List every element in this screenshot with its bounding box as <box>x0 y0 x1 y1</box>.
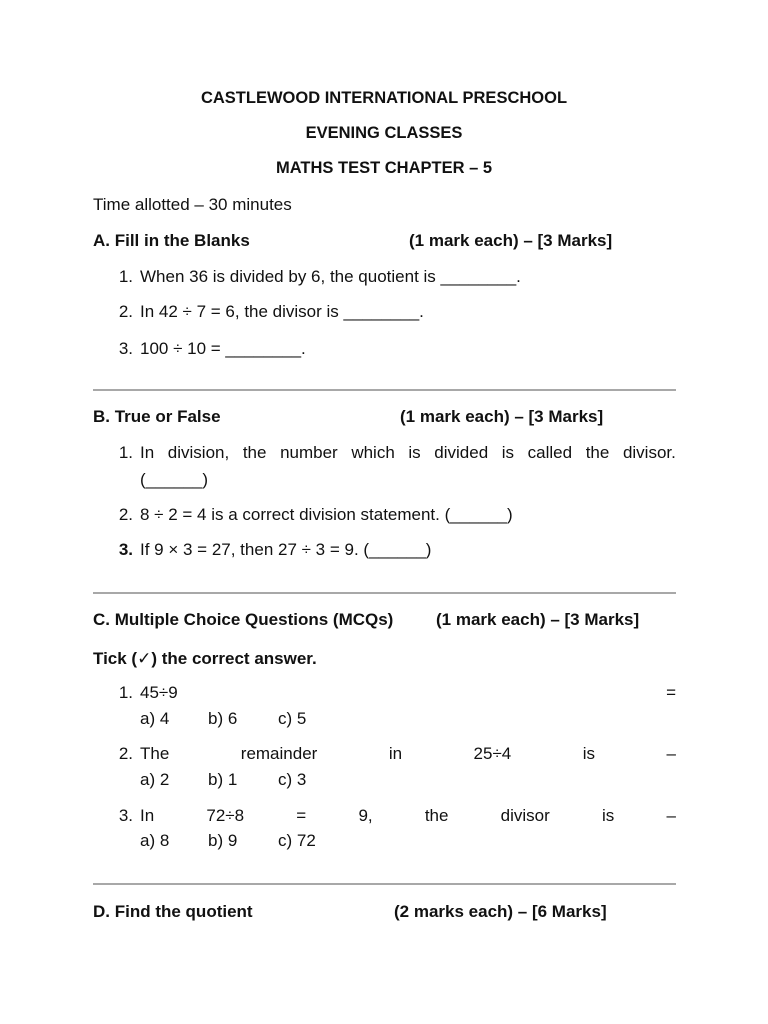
word: In <box>140 806 155 825</box>
word: 45÷9 <box>140 683 178 702</box>
question-number: 1. <box>118 267 133 286</box>
word: in <box>388 744 403 763</box>
word: 72÷8 <box>206 806 245 825</box>
instruction-text: ) the correct answer. <box>151 649 317 668</box>
section-a-marks: (1 mark each) – [3 Marks] <box>409 231 613 250</box>
word: – <box>666 744 676 763</box>
question-text-justified <box>140 806 676 826</box>
section-divider <box>93 389 676 391</box>
section-a-title: A. Fill in the Blanks <box>93 231 250 250</box>
option-a: a) 8 <box>140 831 170 850</box>
checkmark-icon: ✓ <box>137 649 152 668</box>
question-number: 2. <box>118 302 133 321</box>
session-name: EVENING CLASSES <box>305 124 463 142</box>
option-b: b) 6 <box>208 709 238 728</box>
question-text: 100 ÷ 10 = ________. <box>140 339 306 358</box>
time-allotted: Time allotted – 30 minutes <box>93 195 292 214</box>
question-number: 2. <box>118 744 133 763</box>
school-name: CASTLEWOOD INTERNATIONAL PRESCHOOL <box>200 89 568 107</box>
word: divisor <box>500 806 550 825</box>
word: the <box>242 443 267 462</box>
test-title: MATHS TEST CHAPTER – 5 <box>275 159 493 177</box>
instruction-text: Tick ( <box>93 649 138 668</box>
word: is <box>602 806 615 825</box>
section-d-marks: (2 marks each) – [6 Marks] <box>394 902 607 921</box>
option-b: b) 9 <box>208 831 238 850</box>
word: = <box>296 806 307 825</box>
question-text: In 42 ÷ 7 = 6, the divisor is ________. <box>140 302 424 321</box>
word: is <box>501 443 515 462</box>
word: = <box>666 683 676 702</box>
option-c: c) 3 <box>278 770 307 789</box>
question-text-justified <box>140 683 676 703</box>
question-number: 2. <box>118 505 133 524</box>
word: divisor. <box>622 443 676 462</box>
question-number: 1. <box>118 683 133 702</box>
section-c-title: C. Multiple Choice Questions (MCQs) <box>93 610 394 629</box>
answer-blank: (______) <box>140 470 209 489</box>
section-b-title: B. True or False <box>93 407 221 426</box>
question-text-justified <box>140 443 676 463</box>
word: the <box>585 443 610 462</box>
question-number: 1. <box>118 443 133 462</box>
question-text: If 9 × 3 = 27, then 27 ÷ 3 = 9. (______) <box>140 540 432 559</box>
word: remainder <box>240 744 318 763</box>
section-d-title: D. Find the quotient <box>93 902 253 921</box>
word: divided <box>434 443 489 462</box>
option-a: a) 2 <box>140 770 170 789</box>
word: is <box>408 443 421 462</box>
word: 9, <box>358 806 373 825</box>
question-text: 8 ÷ 2 = 4 is a correct division statement. (______) <box>140 505 513 524</box>
word: 25÷4 <box>473 744 512 763</box>
word: – <box>666 806 676 825</box>
option-c: c) 72 <box>278 831 316 850</box>
question-number: 3. <box>118 806 133 825</box>
word: the <box>424 806 449 825</box>
section-divider <box>93 883 676 885</box>
question-text: When 36 is divided by 6, the quotient is ________. <box>140 267 521 286</box>
word: which <box>351 443 395 462</box>
word: is <box>582 744 595 763</box>
word: In <box>140 443 155 462</box>
option-a: a) 4 <box>140 709 170 728</box>
word: The <box>140 744 170 763</box>
section-c-marks: (1 mark each) – [3 Marks] <box>436 610 640 629</box>
option-c: c) 5 <box>278 709 307 728</box>
question-number: 3. <box>118 540 133 559</box>
section-c-instruction <box>93 649 317 669</box>
word: number <box>280 443 338 462</box>
word: division, <box>167 443 230 462</box>
section-divider <box>93 592 676 594</box>
word: called <box>527 443 573 462</box>
section-b-marks: (1 mark each) – [3 Marks] <box>400 407 604 426</box>
option-b: b) 1 <box>208 770 238 789</box>
question-text-justified <box>140 744 676 764</box>
question-number: 3. <box>118 339 133 358</box>
